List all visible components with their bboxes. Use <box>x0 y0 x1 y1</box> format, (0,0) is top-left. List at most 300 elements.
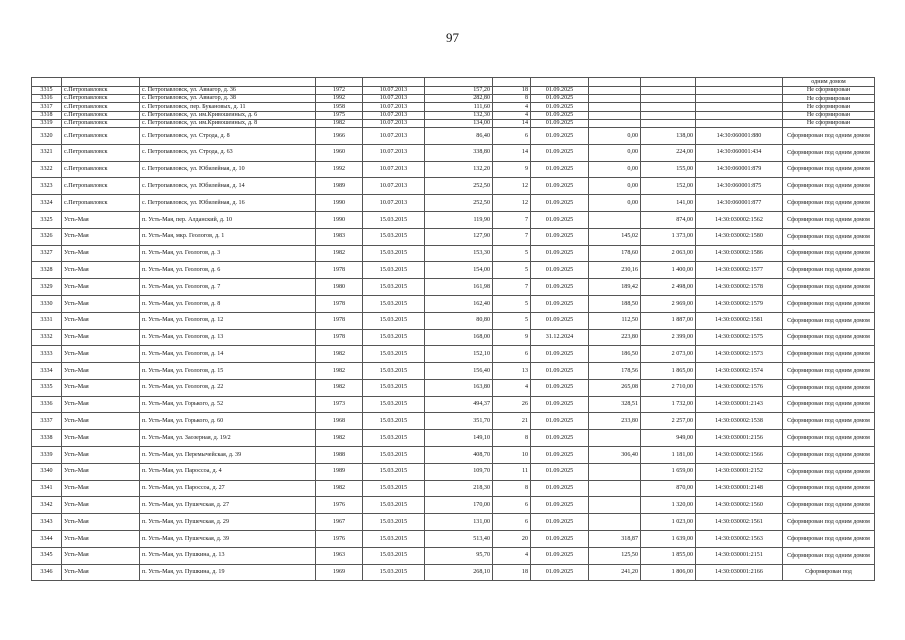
build-year-cell: 1982 <box>316 480 363 497</box>
residents-cell: 5 <box>493 262 531 279</box>
land-plot-area-cell <box>641 95 696 103</box>
land-area-cell <box>589 95 641 103</box>
record-date-cell: 10.07.2013 <box>363 195 425 212</box>
address-cell: п. Усть-Мая, ул. Пушкина, д. 13 <box>140 547 316 564</box>
address-cell: п. Усть-Мая, ул. Пушечская, д. 39 <box>140 531 316 548</box>
area-cell: 170,00 <box>425 497 493 514</box>
area-cell: 127,90 <box>425 228 493 245</box>
table-row <box>32 262 875 279</box>
record-date-cell: 15.03.2015 <box>363 379 425 396</box>
record-date-cell: 15.03.2015 <box>363 497 425 514</box>
residents-cell: 5 <box>493 312 531 329</box>
status-cell: Сформирован под <box>783 564 875 581</box>
area-cell: 111,60 <box>425 103 493 111</box>
status-cell: Сформирован под одним домом <box>783 547 875 564</box>
cadastral-number-cell: 14:30:060001:875 <box>696 178 783 195</box>
row-number-cell: 3338 <box>32 430 62 447</box>
residents-cell: 11 <box>493 463 531 480</box>
build-year-cell: 1963 <box>316 547 363 564</box>
table-row <box>32 279 875 296</box>
address-cell: с. Петропавловск, ул. Юбилейная, д. 14 <box>140 178 316 195</box>
land-area-cell: 0,00 <box>589 144 641 161</box>
table-row <box>32 245 875 262</box>
land-plot-area-cell: 1 320,00 <box>641 497 696 514</box>
land-plot-area-cell: 2 969,00 <box>641 295 696 312</box>
address-cell: п. Усть-Мая, ул. Пароссоа, д. 27 <box>140 480 316 497</box>
deadline-cell: 01.09.2025 <box>531 245 589 262</box>
land-plot-area-cell: 1 400,00 <box>641 262 696 279</box>
area-cell: 95,70 <box>425 547 493 564</box>
residents-cell: 7 <box>493 228 531 245</box>
cadastral-number-cell <box>696 111 783 119</box>
row-number-cell: 3326 <box>32 228 62 245</box>
settlement-cell: Усть-Мая <box>62 211 140 228</box>
record-date-cell: 15.03.2015 <box>363 245 425 262</box>
build-year-cell: 1978 <box>316 262 363 279</box>
land-area-cell: 265,08 <box>589 379 641 396</box>
row-number-cell: 3333 <box>32 346 62 363</box>
residents-cell: 5 <box>493 295 531 312</box>
build-year-cell: 1982 <box>316 119 363 127</box>
table-row <box>32 547 875 564</box>
settlement-cell: Усть-Мая <box>62 262 140 279</box>
build-year-cell: 1973 <box>316 396 363 413</box>
status-cell: Сформирован под одним домом <box>783 430 875 447</box>
deadline-cell: 01.09.2025 <box>531 480 589 497</box>
deadline-cell: 01.09.2025 <box>531 127 589 144</box>
deadline-cell: 01.09.2025 <box>531 195 589 212</box>
build-year-cell: 1966 <box>316 127 363 144</box>
record-date-cell: 15.03.2015 <box>363 447 425 464</box>
settlement-cell: Усть-Мая <box>62 245 140 262</box>
settlement-cell: Усть-Мая <box>62 463 140 480</box>
residents-cell: 6 <box>493 514 531 531</box>
row-number-cell: 3323 <box>32 178 62 195</box>
record-date-cell: 15.03.2015 <box>363 312 425 329</box>
record-date-cell: 15.03.2015 <box>363 547 425 564</box>
cadastral-number-cell: 14:30:030001:2156 <box>696 430 783 447</box>
settlement-cell: Усть-Мая <box>62 564 140 581</box>
area-cell: 153,30 <box>425 245 493 262</box>
land-plot-area-cell: 1 887,00 <box>641 312 696 329</box>
cadastral-number-cell: 14:30:030002:1562 <box>696 211 783 228</box>
address-cell: п. Усть-Мая, пер. Алданский, д. 10 <box>140 211 316 228</box>
residents-cell: 7 <box>493 211 531 228</box>
row-number-cell: 3336 <box>32 396 62 413</box>
table-row <box>32 564 875 581</box>
land-area-cell: 0,00 <box>589 195 641 212</box>
area-cell: 513,40 <box>425 531 493 548</box>
residents-cell: 6 <box>493 346 531 363</box>
record-date-cell: 15.03.2015 <box>363 363 425 380</box>
area-cell: 132,20 <box>425 161 493 178</box>
residents-cell: 6 <box>493 127 531 144</box>
build-year-cell: 1978 <box>316 329 363 346</box>
build-year-cell: 1992 <box>316 161 363 178</box>
row-number-cell: 3318 <box>32 111 62 119</box>
settlement-cell: Усть-Мая <box>62 547 140 564</box>
land-plot-area-cell: 2 063,00 <box>641 245 696 262</box>
row-number-cell: 3328 <box>32 262 62 279</box>
table-row <box>32 480 875 497</box>
cadastral-number-cell <box>696 87 783 95</box>
status-cell: Не сформирован <box>783 87 875 95</box>
land-area-cell: 306,40 <box>589 447 641 464</box>
address-cell: с. Петропавловск, ул. Авиагор, д. 36 <box>140 87 316 95</box>
land-area-cell <box>589 514 641 531</box>
area-cell: 149,10 <box>425 430 493 447</box>
settlement-cell: Усть-Мая <box>62 531 140 548</box>
settlement-cell: с.Петропавловск <box>62 95 140 103</box>
status-cell: Сформирован под одним домом <box>783 531 875 548</box>
table-row <box>32 463 875 480</box>
cadastral-number-cell: 14:30:030002:1581 <box>696 312 783 329</box>
area-cell: 131,00 <box>425 514 493 531</box>
settlement-cell: Усть-Мая <box>62 228 140 245</box>
residents-cell: 5 <box>493 245 531 262</box>
deadline-cell: 01.09.2025 <box>531 161 589 178</box>
build-year-cell: 1978 <box>316 312 363 329</box>
cadastral-number-cell: 14:30:030002:1580 <box>696 228 783 245</box>
residents-cell: 20 <box>493 531 531 548</box>
status-cell: Сформирован под одним домом <box>783 514 875 531</box>
build-year-cell: 1958 <box>316 103 363 111</box>
settlement-cell: с.Петропавловск <box>62 127 140 144</box>
deadline-cell: 01.09.2025 <box>531 95 589 103</box>
status-cell: Сформирован под одним домом <box>783 195 875 212</box>
address-cell: п. Усть-Мая, ул. Геологов, д. 6 <box>140 262 316 279</box>
build-year-cell: 1990 <box>316 195 363 212</box>
address-cell: п. Усть-Мая, ул. Геологов, д. 13 <box>140 329 316 346</box>
cadastral-number-cell: 14:30:030002:1560 <box>696 497 783 514</box>
row-number-cell: 3332 <box>32 329 62 346</box>
area-cell: 154,00 <box>425 262 493 279</box>
table-row <box>32 312 875 329</box>
land-area-cell: 112,50 <box>589 312 641 329</box>
residents-cell: 9 <box>493 329 531 346</box>
settlement-cell: с.Петропавловск <box>62 111 140 119</box>
status-cell: одним домом <box>783 78 875 87</box>
deadline-cell: 01.09.2025 <box>531 497 589 514</box>
residents-cell: 8 <box>493 430 531 447</box>
deadline-cell: 01.09.2025 <box>531 87 589 95</box>
land-area-cell: 318,87 <box>589 531 641 548</box>
settlement-cell: Усть-Мая <box>62 447 140 464</box>
status-cell: Сформирован под одним домом <box>783 211 875 228</box>
record-date-cell: 15.03.2015 <box>363 413 425 430</box>
residents-cell: 14 <box>493 119 531 127</box>
land-plot-area-cell: 1 806,00 <box>641 564 696 581</box>
row-number-cell: 3346 <box>32 564 62 581</box>
residents-cell: 12 <box>493 195 531 212</box>
table-row <box>32 119 875 127</box>
land-plot-area-cell: 224,00 <box>641 144 696 161</box>
deadline-cell: 01.09.2025 <box>531 346 589 363</box>
address-cell: п. Усть-Мая, ул. Пушечская, д. 27 <box>140 497 316 514</box>
row-number-cell: 3345 <box>32 547 62 564</box>
settlement-cell: с.Петропавловск <box>62 103 140 111</box>
record-date-cell: 15.03.2015 <box>363 262 425 279</box>
cadastral-number-cell: 14:30:030002:1586 <box>696 245 783 262</box>
row-number-cell: 3344 <box>32 531 62 548</box>
record-date-cell: 15.03.2015 <box>363 279 425 296</box>
row-number-cell: 3315 <box>32 87 62 95</box>
settlement-cell: Усть-Мая <box>62 279 140 296</box>
land-area-cell: 223,80 <box>589 329 641 346</box>
cadastral-number-cell: 14:30:030001:2143 <box>696 396 783 413</box>
cadastral-number-cell <box>696 103 783 111</box>
table-row <box>32 413 875 430</box>
row-number-cell: 3322 <box>32 161 62 178</box>
land-plot-area-cell: 2 710,00 <box>641 379 696 396</box>
build-year-cell: 1972 <box>316 87 363 95</box>
settlement-cell: Усть-Мая <box>62 379 140 396</box>
address-cell: с. Петропавловск, пер. Букановых, д. 11 <box>140 103 316 111</box>
cadastral-number-cell: 14:30:030002:1576 <box>696 379 783 396</box>
land-area-cell <box>589 87 641 95</box>
row-number-cell: 3341 <box>32 480 62 497</box>
area-cell: 351,70 <box>425 413 493 430</box>
land-plot-area-cell: 1 181,00 <box>641 447 696 464</box>
address-cell: п. Усть-Мая, мкр. Геологов, д. 1 <box>140 228 316 245</box>
record-date-cell: 10.07.2013 <box>363 119 425 127</box>
record-date-cell: 10.07.2013 <box>363 95 425 103</box>
cadastral-number-cell: 14:30:030002:1575 <box>696 329 783 346</box>
residents-cell: 8 <box>493 480 531 497</box>
build-year-cell: 1982 <box>316 379 363 396</box>
deadline-cell: 01.09.2025 <box>531 103 589 111</box>
cadastral-number-cell: 14:30:030002:1538 <box>696 413 783 430</box>
build-year-cell: 1982 <box>316 346 363 363</box>
settlement-cell: Усть-Мая <box>62 329 140 346</box>
status-cell: Сформирован под одним домом <box>783 379 875 396</box>
record-date-cell: 15.03.2015 <box>363 430 425 447</box>
settlement-cell: с.Петропавловск <box>62 195 140 212</box>
page-number: 97 <box>446 30 459 45</box>
settlement-cell: с.Петропавловск <box>62 178 140 195</box>
row-number-cell: 3339 <box>32 447 62 464</box>
status-cell: Сформирован под одним домом <box>783 346 875 363</box>
settlement-cell: Усть-Мая <box>62 413 140 430</box>
area-cell: 156,40 <box>425 363 493 380</box>
land-area-cell: 230,16 <box>589 262 641 279</box>
land-plot-area-cell: 2 257,00 <box>641 413 696 430</box>
row-number-cell: 3337 <box>32 413 62 430</box>
table-row <box>32 211 875 228</box>
land-area-cell: 241,20 <box>589 564 641 581</box>
cadastral-number-cell: 14:30:030002:1566 <box>696 447 783 464</box>
address-cell: с. Петропавловск, ул. Авиагор, д. 38 <box>140 95 316 103</box>
status-cell: Сформирован под одним домом <box>783 497 875 514</box>
residents-cell: 4 <box>493 111 531 119</box>
cadastral-number-cell: 14:30:060001:434 <box>696 144 783 161</box>
build-year-cell: 1960 <box>316 144 363 161</box>
area-cell: 168,00 <box>425 329 493 346</box>
table-row <box>32 161 875 178</box>
deadline-cell: 01.09.2025 <box>531 111 589 119</box>
record-date-cell: 15.03.2015 <box>363 514 425 531</box>
address-cell: п. Усть-Мая, ул. Пароссоа, д. 4 <box>140 463 316 480</box>
table-row <box>32 111 875 119</box>
land-plot-area-cell: 949,00 <box>641 430 696 447</box>
land-plot-area-cell: 141,00 <box>641 195 696 212</box>
land-plot-area-cell: 2 399,00 <box>641 329 696 346</box>
deadline-cell: 01.09.2025 <box>531 396 589 413</box>
land-area-cell: 178,60 <box>589 245 641 262</box>
record-date-cell: 15.03.2015 <box>363 211 425 228</box>
build-year-cell: 1990 <box>316 211 363 228</box>
land-area-cell: 186,50 <box>589 346 641 363</box>
deadline-cell: 01.09.2025 <box>531 295 589 312</box>
cadastral-number-cell: 14:30:030001:2166 <box>696 564 783 581</box>
cadastral-number-cell: 14:30:030002:1577 <box>696 262 783 279</box>
settlement-cell: Усть-Мая <box>62 312 140 329</box>
settlement-cell: Усть-Мая <box>62 480 140 497</box>
land-area-cell <box>589 119 641 127</box>
residents-cell: 7 <box>493 279 531 296</box>
record-date-cell: 15.03.2015 <box>363 463 425 480</box>
residents-cell: 4 <box>493 103 531 111</box>
residents-cell: 6 <box>493 497 531 514</box>
address-cell: п. Усть-Мая, ул. Геологов, д. 12 <box>140 312 316 329</box>
address-cell: п. Усть-Мая, ул. Геологов, д. 8 <box>140 295 316 312</box>
land-area-cell <box>589 497 641 514</box>
status-cell: Сформирован под одним домом <box>783 144 875 161</box>
build-year-cell: 1980 <box>316 279 363 296</box>
residents-cell: 9 <box>493 161 531 178</box>
area-cell: 157,20 <box>425 87 493 95</box>
cadastral-number-cell: 14:30:060001:879 <box>696 161 783 178</box>
table-row <box>32 447 875 464</box>
address-cell: с. Петропавловск, ул. Строда, д. 63 <box>140 144 316 161</box>
record-date-cell: 10.07.2013 <box>363 178 425 195</box>
status-cell: Сформирован под одним домом <box>783 463 875 480</box>
cadastral-number-cell: 14:30:030001:2148 <box>696 480 783 497</box>
deadline-cell: 01.09.2025 <box>531 178 589 195</box>
record-date-cell: 10.07.2013 <box>363 87 425 95</box>
record-date-cell: 10.07.2013 <box>363 111 425 119</box>
settlement-cell: с.Петропавловск <box>62 87 140 95</box>
status-cell: Сформирован под одним домом <box>783 312 875 329</box>
land-area-cell: 0,00 <box>589 178 641 195</box>
status-cell: Сформирован под одним домом <box>783 396 875 413</box>
build-year-cell: 1982 <box>316 430 363 447</box>
record-date-cell: 15.03.2015 <box>363 295 425 312</box>
settlement-cell: с.Петропавловск <box>62 144 140 161</box>
status-cell: Сформирован под одним домом <box>783 161 875 178</box>
row-number-cell: 3329 <box>32 279 62 296</box>
land-area-cell: 189,42 <box>589 279 641 296</box>
build-year-cell: 1989 <box>316 463 363 480</box>
cadastral-number-cell: 14:30:030001:2152 <box>696 463 783 480</box>
deadline-cell: 01.09.2025 <box>531 447 589 464</box>
row-number-cell: 3324 <box>32 195 62 212</box>
build-year-cell: 1978 <box>316 295 363 312</box>
deadline-cell: 01.09.2025 <box>531 379 589 396</box>
address-cell: с. Петропавловск, ул. Юбилейная, д. 10 <box>140 161 316 178</box>
record-date-cell: 10.07.2013 <box>363 103 425 111</box>
table-row-continuation <box>32 78 875 87</box>
build-year-cell: 1975 <box>316 111 363 119</box>
table-row <box>32 127 875 144</box>
record-date-cell: 10.07.2013 <box>363 161 425 178</box>
cadastral-number-cell: 14:30:030002:1579 <box>696 295 783 312</box>
row-number-cell: 3321 <box>32 144 62 161</box>
table-row <box>32 144 875 161</box>
land-plot-area-cell: 874,00 <box>641 211 696 228</box>
settlement-cell: Усть-Мая <box>62 295 140 312</box>
row-number-cell: 3342 <box>32 497 62 514</box>
area-cell: 161,98 <box>425 279 493 296</box>
table-row <box>32 531 875 548</box>
status-cell: Сформирован под одним домом <box>783 329 875 346</box>
row-number-cell: 3327 <box>32 245 62 262</box>
status-cell: Сформирован под одним домом <box>783 245 875 262</box>
build-year-cell: 1976 <box>316 531 363 548</box>
record-date-cell: 15.03.2015 <box>363 531 425 548</box>
row-number-cell: 3334 <box>32 363 62 380</box>
settlement-cell: Усть-Мая <box>62 497 140 514</box>
row-number-cell: 3330 <box>32 295 62 312</box>
settlement-cell: Усть-Мая <box>62 346 140 363</box>
table-row <box>32 178 875 195</box>
residents-cell: 18 <box>493 87 531 95</box>
land-area-cell: 178,56 <box>589 363 641 380</box>
area-cell: 163,80 <box>425 379 493 396</box>
residents-cell: 13 <box>493 363 531 380</box>
build-year-cell: 1967 <box>316 514 363 531</box>
land-area-cell <box>589 111 641 119</box>
record-date-cell: 10.07.2013 <box>363 127 425 144</box>
deadline-cell: 01.09.2025 <box>531 228 589 245</box>
status-cell: Не сформирован <box>783 111 875 119</box>
land-area-cell: 0,00 <box>589 127 641 144</box>
row-number-cell: 3325 <box>32 211 62 228</box>
record-date-cell: 15.03.2015 <box>363 396 425 413</box>
table-row <box>32 329 875 346</box>
table-row <box>32 295 875 312</box>
area-cell: 132,30 <box>425 111 493 119</box>
status-cell: Сформирован под одним домом <box>783 363 875 380</box>
row-number-cell: 3335 <box>32 379 62 396</box>
cadastral-number-cell: 14:30:060001:877 <box>696 195 783 212</box>
build-year-cell: 1992 <box>316 95 363 103</box>
deadline-cell: 01.09.2025 <box>531 430 589 447</box>
status-cell: Не сформирован <box>783 95 875 103</box>
address-cell: п. Усть-Мая, ул. Пушкина, д. 19 <box>140 564 316 581</box>
deadline-cell: 01.09.2025 <box>531 463 589 480</box>
status-cell: Сформирован под одним домом <box>783 228 875 245</box>
table-row <box>32 514 875 531</box>
address-cell: п. Усть-Мая, ул. Геологов, д. 22 <box>140 379 316 396</box>
table-row <box>32 396 875 413</box>
area-cell: 80,80 <box>425 312 493 329</box>
row-number-cell: 3331 <box>32 312 62 329</box>
row-number-cell: 3343 <box>32 514 62 531</box>
land-area-cell <box>589 430 641 447</box>
build-year-cell: 1989 <box>316 178 363 195</box>
land-area-cell: 233,80 <box>589 413 641 430</box>
cadastral-number-cell: 14:30:030001:2151 <box>696 547 783 564</box>
cadastral-number-cell <box>696 119 783 127</box>
record-date-cell: 15.03.2015 <box>363 228 425 245</box>
deadline-cell: 01.09.2025 <box>531 279 589 296</box>
area-cell: 282,80 <box>425 95 493 103</box>
area-cell: 268,10 <box>425 564 493 581</box>
table-row <box>32 95 875 103</box>
land-area-cell <box>589 480 641 497</box>
status-cell: Сформирован под одним домом <box>783 178 875 195</box>
